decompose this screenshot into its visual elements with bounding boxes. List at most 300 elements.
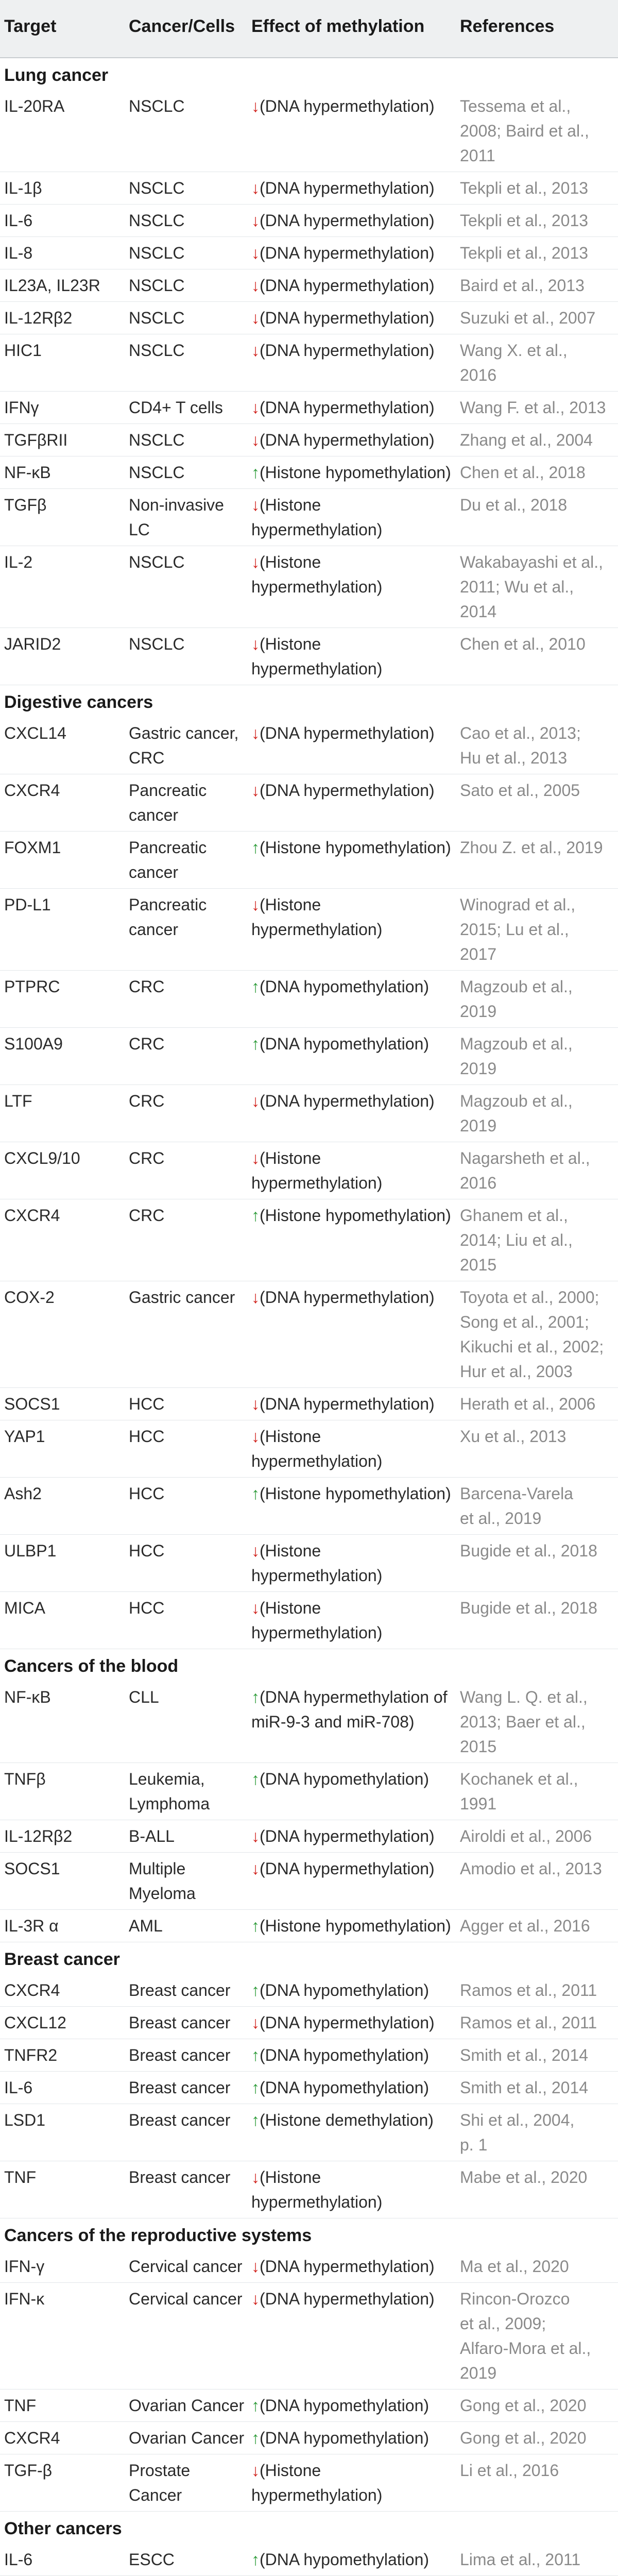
- cancer-cells-cell: Prostate Cancer: [129, 2461, 191, 2504]
- cancer-cells-cell: AML: [129, 1917, 163, 1935]
- cancer-cells-cell: Breast cancer: [129, 2168, 231, 2187]
- target-cell: LTF: [4, 1092, 32, 1110]
- cancer-cells-cell: Breast cancer: [129, 2046, 231, 2064]
- table-row: [0, 2422, 618, 2454]
- target-cell: IFNγ: [4, 398, 39, 417]
- effect-cell: [251, 2165, 457, 2214]
- target-cell: CXCL14: [4, 724, 66, 742]
- reference-cell: Sato et al., 2005: [460, 781, 580, 800]
- cancer-cells-cell: NSCLC: [129, 211, 185, 230]
- cancer-cells-cell: Breast cancer: [129, 1981, 231, 1999]
- reference-cell: Tekpli et al., 2013: [460, 179, 589, 197]
- reference-cell: Ma et al., 2020: [460, 2257, 569, 2276]
- effect-cell: [251, 2426, 457, 2450]
- table-row: [0, 832, 618, 889]
- effect-text: (DNA hypermethylation of miR-9-3 and miR-708): [251, 1688, 448, 1731]
- reference-cell: Agger et al., 2016: [460, 1917, 590, 1935]
- table-row: [0, 628, 618, 685]
- table-row: [0, 1142, 618, 1199]
- table-row: [0, 1281, 618, 1388]
- section-title: Lung cancer: [4, 65, 109, 85]
- cancer-cells-cell: CRC: [129, 1035, 165, 1053]
- target-cell: IFN-γ: [4, 2257, 45, 2276]
- effect-text: (Histone hypermethylation): [251, 553, 383, 596]
- up-arrow-icon: ↑: [251, 463, 260, 482]
- up-arrow-icon: ↑: [251, 1484, 260, 1503]
- effect-text: (DNA hypermethylation): [260, 211, 435, 230]
- effect-cell: [251, 338, 457, 363]
- target-cell: TNF: [4, 2396, 37, 2415]
- effect-cell: [251, 1424, 457, 1473]
- cancer-cells-cell: NSCLC: [129, 97, 185, 115]
- up-arrow-icon: ↑: [251, 1206, 260, 1225]
- reference-cell: Ghanem et al., 2014; Liu et al., 2015: [460, 1206, 573, 1274]
- reference-cell: Wang F. et al., 2013: [460, 398, 606, 417]
- target-cell: Ash2: [4, 1484, 42, 1503]
- effect-cell: [251, 1596, 457, 1645]
- reference-cell: Winograd et al., 2015; Lu et al., 2017: [460, 895, 576, 963]
- down-arrow-icon: ↓: [251, 724, 260, 742]
- reference-cell: Herath et al., 2006: [460, 1395, 596, 1413]
- cancer-cells-cell: NSCLC: [129, 431, 185, 449]
- effect-cell: [251, 1978, 457, 2003]
- target-cell: CXCR4: [4, 1206, 60, 1225]
- effect-cell: [251, 1685, 457, 1734]
- table-row: [0, 774, 618, 832]
- section-heading: [0, 685, 618, 717]
- header-references: References: [460, 16, 555, 36]
- table-row: [0, 1478, 618, 1535]
- target-cell: HIC1: [4, 341, 42, 360]
- effect-cell: [251, 1481, 457, 1506]
- target-cell: FOXM1: [4, 838, 61, 857]
- down-arrow-icon: ↓: [251, 2257, 260, 2276]
- down-arrow-icon: ↓: [251, 244, 260, 262]
- up-arrow-icon: ↑: [251, 1770, 260, 1788]
- reference-cell: Gong et al., 2020: [460, 2429, 587, 2447]
- effect-text: (DNA hypomethylation): [260, 2396, 430, 2415]
- target-cell: IL-6: [4, 2550, 33, 2569]
- section-heading: [0, 58, 618, 90]
- cancer-cells-cell: Breast cancer: [129, 2111, 231, 2129]
- effect-cell: [251, 1824, 457, 1849]
- reference-cell: Suzuki et al., 2007: [460, 309, 596, 327]
- effect-text: (DNA hypermethylation): [260, 781, 435, 800]
- effect-text: (DNA hypermethylation): [260, 179, 435, 197]
- cancer-cells-cell: Gastric cancer: [129, 1288, 235, 1307]
- effect-text: (DNA hypermethylation): [260, 1827, 435, 1845]
- table-row: [0, 1910, 618, 1942]
- effect-text: (DNA hypermethylation): [260, 2013, 435, 2032]
- effect-cell: [251, 1392, 457, 1416]
- target-cell: MICA: [4, 1599, 45, 1617]
- effect-text: (DNA hypomethylation): [260, 2550, 430, 2569]
- down-arrow-icon: ↓: [251, 97, 260, 115]
- cancer-cells-cell: NSCLC: [129, 553, 185, 571]
- effect-cell: [251, 1913, 457, 1938]
- target-cell: COX-2: [4, 1288, 55, 1307]
- effect-text: (DNA hypermethylation): [260, 2257, 435, 2276]
- target-cell: PTPRC: [4, 977, 60, 996]
- reference-cell: Smith et al., 2014: [460, 2046, 589, 2064]
- effect-cell: [251, 493, 457, 542]
- target-cell: JARID2: [4, 635, 61, 653]
- table-row: [0, 2250, 618, 2283]
- cancer-cells-cell: CRC: [129, 1206, 165, 1225]
- target-cell: NF-κB: [4, 1688, 51, 1706]
- target-cell: IL-20RA: [4, 97, 65, 115]
- table-row: [0, 1681, 618, 1763]
- table-row: [0, 237, 618, 269]
- target-cell: TGF-β: [4, 2461, 53, 2480]
- cancer-cells-cell: CRC: [129, 977, 165, 996]
- down-arrow-icon: ↓: [251, 553, 260, 571]
- reference-cell: Barcena-Varela et al., 2019: [460, 1484, 573, 1528]
- target-cell: SOCS1: [4, 1395, 60, 1413]
- target-cell: IL-8: [4, 244, 33, 262]
- effect-cell: [251, 1767, 457, 1791]
- effect-text: (Histone hypomethylation): [260, 1484, 451, 1503]
- table-row: [0, 1085, 618, 1142]
- up-arrow-icon: ↑: [251, 2550, 260, 2569]
- cancer-cells-cell: Non-invasive LC: [129, 496, 224, 539]
- effect-text: (Histone hypermethylation): [251, 496, 383, 539]
- table-row: [0, 2161, 618, 2218]
- down-arrow-icon: ↓: [251, 1859, 260, 1878]
- effect-cell: [251, 1203, 457, 1228]
- effect-cell: [251, 2254, 457, 2279]
- table-row: [0, 90, 618, 172]
- reference-cell: Li et al., 2016: [460, 2461, 559, 2480]
- effect-cell: [251, 2458, 457, 2507]
- up-arrow-icon: ↑: [251, 838, 260, 857]
- target-cell: CXCR4: [4, 2429, 60, 2447]
- reference-cell: Rincon-Orozco et al., 2009; Alfaro-Mora et al., 2019: [460, 2290, 591, 2382]
- down-arrow-icon: ↓: [251, 1541, 260, 1560]
- effect-cell: [251, 550, 457, 599]
- effect-cell: [251, 2075, 457, 2100]
- down-arrow-icon: ↓: [251, 781, 260, 800]
- target-cell: NF-κB: [4, 463, 51, 482]
- effect-text: (Histone hypermethylation): [251, 1541, 383, 1585]
- header-effect: Effect of methylation: [251, 16, 425, 36]
- up-arrow-icon: ↑: [251, 2429, 260, 2447]
- down-arrow-icon: ↓: [251, 1288, 260, 1307]
- reference-cell: Bugide et al., 2018: [460, 1599, 597, 1617]
- effect-cell: [251, 1146, 457, 1195]
- effect-text: (Histone hypermethylation): [251, 895, 383, 939]
- cancer-cells-cell: ESCC: [129, 2550, 175, 2569]
- cancer-cells-cell: HCC: [129, 1395, 165, 1413]
- reference-cell: Zhang et al., 2004: [460, 431, 593, 449]
- effect-cell: [251, 176, 457, 200]
- effect-cell: [251, 835, 457, 860]
- table-header: [0, 0, 618, 58]
- reference-cell: Tessema et al., 2008; Baird et al., 2011: [460, 97, 589, 165]
- table-row: [0, 1763, 618, 1820]
- down-arrow-icon: ↓: [251, 635, 260, 653]
- effect-cell: [251, 721, 457, 745]
- effect-text: (DNA hypermethylation): [260, 276, 435, 295]
- target-cell: SOCS1: [4, 1859, 60, 1878]
- section-title: Cancers of the reproductive systems: [4, 2226, 312, 2245]
- down-arrow-icon: ↓: [251, 1427, 260, 1446]
- up-arrow-icon: ↑: [251, 2078, 260, 2097]
- effect-text: (Histone hypermethylation): [251, 2168, 383, 2211]
- cancer-cells-cell: Pancreatic cancer: [129, 838, 207, 882]
- target-cell: IL-6: [4, 211, 33, 230]
- cancer-cells-cell: Cervical cancer: [129, 2290, 243, 2308]
- table-row: [0, 302, 618, 334]
- reference-cell: Magzoub et al., 2019: [460, 977, 573, 1021]
- cancer-cells-cell: B-ALL: [129, 1827, 175, 1845]
- down-arrow-icon: ↓: [251, 1149, 260, 1167]
- table-body: [0, 58, 618, 2576]
- table-row: [0, 1388, 618, 1420]
- table-row: [0, 334, 618, 392]
- down-arrow-icon: ↓: [251, 895, 260, 914]
- table-row: [0, 424, 618, 456]
- effect-text: (DNA hypermethylation): [260, 398, 435, 417]
- cancer-cells-cell: Ovarian Cancer: [129, 2396, 245, 2415]
- effect-text: (DNA hypermethylation): [260, 97, 435, 115]
- down-arrow-icon: ↓: [251, 431, 260, 449]
- effect-text: (DNA hypermethylation): [260, 724, 435, 742]
- table-row: [0, 1820, 618, 1853]
- cancer-cells-cell: HCC: [129, 1541, 165, 1560]
- reference-cell: Wang L. Q. et al., 2013; Baer et al., 2015: [460, 1688, 588, 1756]
- header-cancer-cells: Cancer/Cells: [129, 16, 235, 36]
- section-title: Other cancers: [4, 2519, 122, 2538]
- effect-cell: [251, 2547, 457, 2572]
- up-arrow-icon: ↑: [251, 977, 260, 996]
- reference-cell: Baird et al., 2013: [460, 276, 585, 295]
- reference-cell: Tekpli et al., 2013: [460, 244, 589, 262]
- target-cell: YAP1: [4, 1427, 45, 1446]
- up-arrow-icon: ↑: [251, 2046, 260, 2064]
- target-cell: TGFβ: [4, 496, 47, 514]
- reference-cell: Nagarsheth et al., 2016: [460, 1149, 590, 1192]
- effect-text: (DNA hypomethylation): [260, 1770, 430, 1788]
- reference-cell: Cao et al., 2013; Hu et al., 2013: [460, 724, 581, 767]
- cancer-cells-cell: CRC: [129, 1149, 165, 1167]
- table-row: [0, 2072, 618, 2104]
- effect-cell: [251, 2010, 457, 2035]
- table-row: [0, 2039, 618, 2072]
- reference-cell: Lima et al., 2011: [460, 2550, 581, 2569]
- cancer-cells-cell: NSCLC: [129, 309, 185, 327]
- effect-text: (DNA hypermethylation): [260, 341, 435, 360]
- effect-text: (Histone hypermethylation): [251, 1427, 383, 1470]
- target-cell: IL-2: [4, 553, 33, 571]
- effect-cell: [251, 1538, 457, 1588]
- down-arrow-icon: ↓: [251, 2290, 260, 2308]
- cancer-cells-cell: CD4+ T cells: [129, 398, 223, 417]
- table-row: [0, 205, 618, 237]
- effect-cell: [251, 778, 457, 803]
- effect-cell: [251, 892, 457, 942]
- reference-cell: Zhou Z. et al., 2019: [460, 838, 603, 857]
- table-row: [0, 456, 618, 489]
- reference-cell: Amodio et al., 2013: [460, 1859, 602, 1878]
- down-arrow-icon: ↓: [251, 1092, 260, 1110]
- up-arrow-icon: ↑: [251, 1688, 260, 1706]
- reference-cell: Magzoub et al., 2019: [460, 1092, 573, 1135]
- table-row: [0, 172, 618, 205]
- effect-text: (Histone hypermethylation): [251, 1599, 383, 1642]
- target-cell: TNF: [4, 2168, 37, 2187]
- reference-cell: Gong et al., 2020: [460, 2396, 587, 2415]
- target-cell: CXCR4: [4, 1981, 60, 1999]
- section-heading: [0, 1649, 618, 1681]
- down-arrow-icon: ↓: [251, 1599, 260, 1617]
- section-title: Breast cancer: [4, 1950, 120, 1969]
- effect-cell: [251, 632, 457, 681]
- down-arrow-icon: ↓: [251, 2461, 260, 2480]
- effect-text: (DNA hypomethylation): [260, 2046, 430, 2064]
- table-row: [0, 717, 618, 774]
- table-row: [0, 489, 618, 546]
- up-arrow-icon: ↑: [251, 2396, 260, 2415]
- effect-cell: [251, 2286, 457, 2311]
- table-row: [0, 2544, 618, 2576]
- effect-text: (Histone hypomethylation): [260, 1917, 451, 1935]
- cancer-cells-cell: CLL: [129, 1688, 159, 1706]
- reference-cell: Airoldi et al., 2006: [460, 1827, 592, 1845]
- reference-cell: Kochanek et al., 1991: [460, 1770, 578, 1813]
- section-heading: [0, 1942, 618, 1974]
- target-cell: IL-1β: [4, 179, 42, 197]
- effect-cell: [251, 1856, 457, 1881]
- target-cell: CXCR4: [4, 781, 60, 800]
- table-row: [0, 2389, 618, 2422]
- cancer-cells-cell: NSCLC: [129, 463, 185, 482]
- effect-cell: [251, 208, 457, 233]
- cancer-cells-cell: Multiple Myeloma: [129, 1859, 196, 1903]
- target-cell: TGFβRII: [4, 431, 68, 449]
- reference-cell: Xu et al., 2013: [460, 1427, 566, 1446]
- down-arrow-icon: ↓: [251, 496, 260, 514]
- up-arrow-icon: ↑: [251, 1917, 260, 1935]
- target-cell: TNFβ: [4, 1770, 46, 1788]
- target-cell: IL-6: [4, 2078, 33, 2097]
- effect-text: (Histone hypomethylation): [260, 1206, 451, 1225]
- table-row: [0, 2007, 618, 2039]
- effect-cell: [251, 395, 457, 420]
- target-cell: PD-L1: [4, 895, 51, 914]
- table-row: [0, 1028, 618, 1085]
- section-heading: [0, 2218, 618, 2250]
- effect-text: (DNA hypomethylation): [260, 1981, 430, 1999]
- table-row: [0, 889, 618, 971]
- table-row: [0, 2454, 618, 2512]
- effect-cell: [251, 2393, 457, 2418]
- cancer-cells-cell: NSCLC: [129, 341, 185, 360]
- reference-cell: Mabe et al., 2020: [460, 2168, 588, 2187]
- down-arrow-icon: ↓: [251, 179, 260, 197]
- effect-text: (Histone hypomethylation): [260, 838, 451, 857]
- effect-cell: [251, 460, 457, 485]
- down-arrow-icon: ↓: [251, 276, 260, 295]
- cancer-cells-cell: NSCLC: [129, 635, 185, 653]
- effect-text: (DNA hypermethylation): [260, 1092, 435, 1110]
- cancer-cells-cell: Leukemia, Lymphoma: [129, 1770, 210, 1813]
- effect-text: (DNA hypermethylation): [260, 431, 435, 449]
- effect-cell: [251, 974, 457, 999]
- effect-text: (DNA hypermethylation): [260, 1288, 435, 1307]
- table-row: [0, 971, 618, 1028]
- target-cell: S100A9: [4, 1035, 63, 1053]
- reference-cell: Bugide et al., 2018: [460, 1541, 597, 1560]
- effect-cell: [251, 428, 457, 452]
- cancer-cells-cell: NSCLC: [129, 276, 185, 295]
- effect-text: (DNA hypomethylation): [260, 1035, 430, 1053]
- reference-cell: Chen et al., 2010: [460, 635, 586, 653]
- reference-cell: Wakabayashi et al., 2011; Wu et al., 2014: [460, 553, 604, 621]
- reference-cell: Tekpli et al., 2013: [460, 211, 589, 230]
- table-row: [0, 1974, 618, 2007]
- section-title: Digestive cancers: [4, 692, 153, 712]
- table-row: [0, 1592, 618, 1649]
- target-cell: IL-3R α: [4, 1917, 59, 1935]
- table-row: [0, 2283, 618, 2389]
- table-row: [0, 1199, 618, 1281]
- effect-cell: [251, 241, 457, 265]
- target-cell: IL-12Rβ2: [4, 1827, 73, 1845]
- effect-text: (DNA hypomethylation): [260, 977, 430, 996]
- up-arrow-icon: ↑: [251, 2111, 260, 2129]
- cancer-cells-cell: HCC: [129, 1427, 165, 1446]
- effect-text: (DNA hypermethylation): [260, 2290, 435, 2308]
- cancer-cells-cell: Gastric cancer, CRC: [129, 724, 239, 767]
- effect-cell: [251, 2043, 457, 2067]
- cancer-cells-cell: Pancreatic cancer: [129, 895, 207, 939]
- reference-cell: Toyota et al., 2000; Song et al., 2001; Kikuchi et al., 2002; Hur et al., 2003: [460, 1288, 604, 1381]
- cancer-cells-cell: CRC: [129, 1092, 165, 1110]
- effect-text: (Histone hypermethylation): [251, 2461, 383, 2504]
- reference-cell: Ramos et al., 2011: [460, 2013, 597, 2032]
- down-arrow-icon: ↓: [251, 398, 260, 417]
- effect-text: (Histone demethylation): [260, 2111, 434, 2129]
- cancer-cells-cell: Breast cancer: [129, 2078, 231, 2097]
- effect-cell: [251, 2108, 457, 2132]
- down-arrow-icon: ↓: [251, 309, 260, 327]
- cancer-cells-cell: Ovarian Cancer: [129, 2429, 245, 2447]
- down-arrow-icon: ↓: [251, 2013, 260, 2032]
- down-arrow-icon: ↓: [251, 211, 260, 230]
- effect-text: (DNA hypermethylation): [260, 1395, 435, 1413]
- target-cell: CXCL12: [4, 2013, 66, 2032]
- target-cell: LSD1: [4, 2111, 46, 2129]
- effect-text: (DNA hypomethylation): [260, 2429, 430, 2447]
- table-row: [0, 392, 618, 424]
- effect-cell: [251, 1089, 457, 1113]
- table-row: [0, 2104, 618, 2161]
- down-arrow-icon: ↓: [251, 2168, 260, 2187]
- effect-text: (DNA hypermethylation): [260, 309, 435, 327]
- cancer-cells-cell: HCC: [129, 1484, 165, 1503]
- reference-cell: Du et al., 2018: [460, 496, 568, 514]
- effect-cell: [251, 94, 457, 118]
- reference-cell: Ramos et al., 2011: [460, 1981, 597, 1999]
- effect-cell: [251, 306, 457, 330]
- reference-cell: Shi et al., 2004, p. 1: [460, 2111, 575, 2154]
- target-cell: TNFR2: [4, 2046, 58, 2064]
- target-cell: ULBP1: [4, 1541, 57, 1560]
- target-cell: IL23A, IL23R: [4, 276, 100, 295]
- down-arrow-icon: ↓: [251, 1395, 260, 1413]
- effect-text: (DNA hypomethylation): [260, 2078, 430, 2097]
